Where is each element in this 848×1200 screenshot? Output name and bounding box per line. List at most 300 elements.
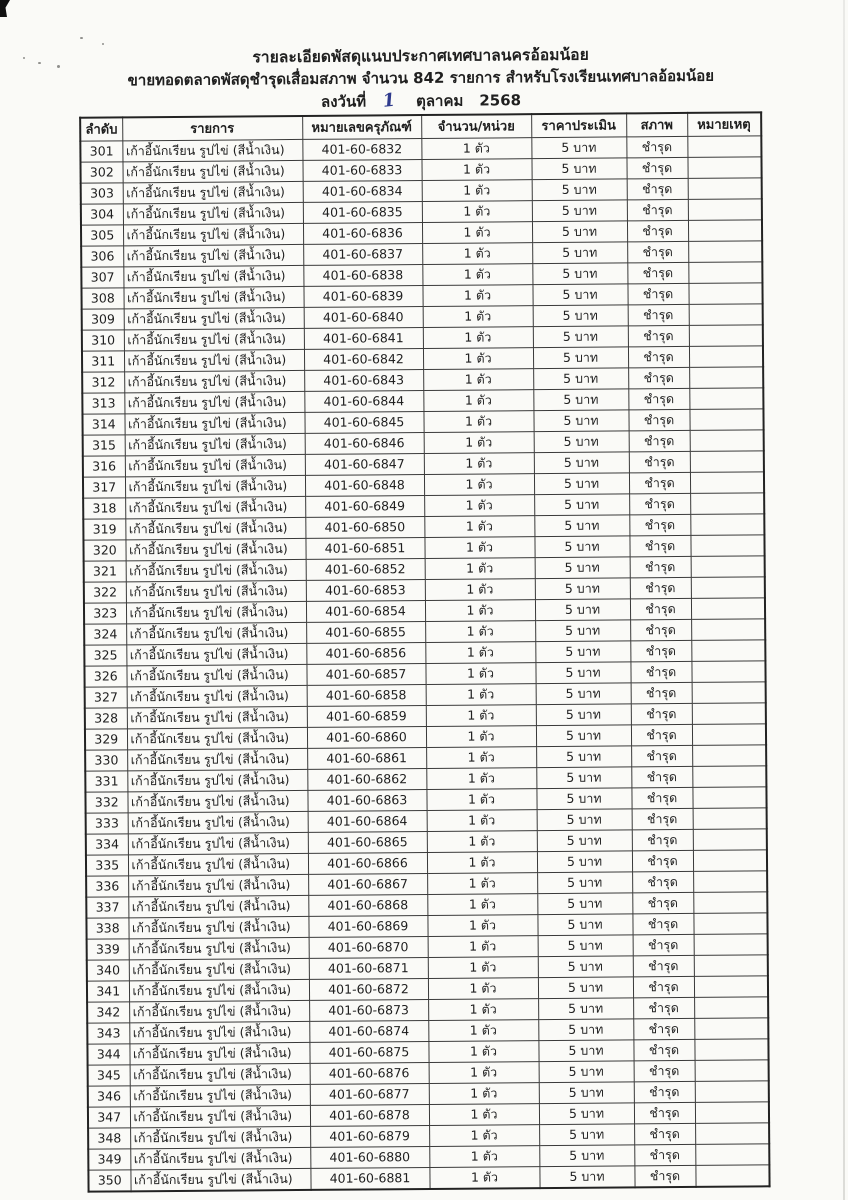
scan-edge-line xyxy=(843,0,845,1200)
cell-asset-number: 401-60-6842 xyxy=(304,348,423,370)
scan-speck xyxy=(102,43,104,45)
cell-item-name: เก้าอี้นักเรียน รูปไข่ (สีน้ำเงิน) xyxy=(127,685,307,707)
header-remark: หมายเหตุ xyxy=(687,112,761,136)
cell-remark xyxy=(691,555,765,577)
cell-item-name: เก้าอี้นักเรียน รูปไข่ (สีน้ำเงิน) xyxy=(128,895,308,917)
cell-item-name: เก้าอี้นักเรียน รูปไข่ (สีน้ำเงิน) xyxy=(125,475,305,497)
cell-sequence-no: 321 xyxy=(84,560,126,581)
cell-remark xyxy=(693,870,767,892)
cell-remark xyxy=(695,1059,769,1081)
cell-condition: ชำรุด xyxy=(632,892,693,913)
cell-quantity: 1 ตัว xyxy=(428,956,538,978)
cell-remark xyxy=(688,177,762,199)
cell-quantity: 1 ตัว xyxy=(427,830,537,852)
cell-remark xyxy=(694,975,768,997)
cell-item-name: เก้าอี้นักเรียน รูปไข่ (สีน้ำเงิน) xyxy=(123,223,303,245)
cell-remark xyxy=(690,450,764,472)
cell-price: 5 บาท xyxy=(532,220,627,242)
cell-item-name: เก้าอี้นักเรียน รูปไข่ (สีน้ำเงิน) xyxy=(126,664,306,686)
cell-condition: ชำรุด xyxy=(633,955,694,976)
cell-condition: ชำรุด xyxy=(629,493,690,514)
cell-price: 5 บาท xyxy=(539,1123,634,1145)
cell-item-name: เก้าอี้นักเรียน รูปไข่ (สีน้ำเงิน) xyxy=(124,349,304,371)
cell-quantity: 1 ตัว xyxy=(425,599,535,621)
cell-price: 5 บาท xyxy=(532,283,627,305)
cell-condition: ชำรุด xyxy=(631,787,692,808)
cell-sequence-no: 317 xyxy=(83,476,125,497)
cell-sequence-no: 309 xyxy=(82,308,124,329)
cell-item-name: เก้าอี้นักเรียน รูปไข่ (สีน้ำเงิน) xyxy=(124,370,304,392)
cell-quantity: 1 ตัว xyxy=(426,704,536,726)
cell-price: 5 บาท xyxy=(539,1060,634,1082)
cell-quantity: 1 ตัว xyxy=(428,935,538,957)
cell-price: 5 บาท xyxy=(536,745,631,767)
cell-sequence-no: 313 xyxy=(82,392,124,413)
cell-price: 5 บาท xyxy=(533,346,628,368)
cell-condition: ชำรุด xyxy=(631,745,692,766)
cell-condition: ชำรุด xyxy=(634,1123,695,1144)
cell-quantity: 1 ตัว xyxy=(422,200,532,222)
cell-remark xyxy=(692,702,766,724)
cell-remark xyxy=(690,492,764,514)
cell-asset-number: 401-60-6843 xyxy=(304,369,423,391)
cell-quantity: 1 ตัว xyxy=(424,536,534,558)
cell-item-name: เก้าอี้นักเรียน รูปไข่ (สีน้ำเงิน) xyxy=(130,1126,310,1148)
cell-price: 5 บาท xyxy=(534,472,629,494)
cell-asset-number: 401-60-6835 xyxy=(303,201,422,223)
cell-asset-number: 401-60-6850 xyxy=(305,516,424,538)
cell-asset-number: 401-60-6838 xyxy=(303,264,422,286)
cell-condition: ชำรุด xyxy=(633,1018,694,1039)
cell-sequence-no: 308 xyxy=(81,287,123,308)
cell-quantity: 1 ตัว xyxy=(423,389,533,411)
cell-item-name: เก้าอี้นักเรียน รูปไข่ (สีน้ำเงิน) xyxy=(130,1147,310,1169)
cell-condition: ชำรุด xyxy=(634,1081,695,1102)
cell-asset-number: 401-60-6875 xyxy=(309,1041,428,1063)
cell-item-name: เก้าอี้นักเรียน รูปไข่ (สีน้ำเงิน) xyxy=(125,538,305,560)
cell-asset-number: 401-60-6848 xyxy=(305,474,424,496)
cell-quantity: 1 ตัว xyxy=(425,620,535,642)
cell-remark xyxy=(691,597,765,619)
asset-list-table xyxy=(79,111,770,1192)
cell-item-name: เก้าอี้นักเรียน รูปไข่ (สีน้ำเงิน) xyxy=(130,1063,310,1085)
cell-quantity: 1 ตัว xyxy=(421,158,531,180)
cell-remark xyxy=(691,660,765,682)
cell-sequence-no: 327 xyxy=(85,686,127,707)
scan-speck xyxy=(80,37,83,39)
cell-quantity: 1 ตัว xyxy=(425,557,535,579)
header-quantity-unit: จำนวน/หน่วย xyxy=(421,114,531,138)
cell-condition: ชำรุด xyxy=(632,808,693,829)
cell-asset-number: 401-60-6880 xyxy=(310,1146,429,1168)
cell-asset-number: 401-60-6847 xyxy=(305,453,424,475)
cell-item-name: เก้าอี้นักเรียน รูปไข่ (สีน้ำเงิน) xyxy=(126,580,306,602)
cell-item-name: เก้าอี้นักเรียน รูปไข่ (สีน้ำเงิน) xyxy=(130,1105,310,1127)
cell-quantity: 1 ตัว xyxy=(424,494,534,516)
date-month-label: ตุลาคม xyxy=(415,91,464,111)
cell-quantity: 1 ตัว xyxy=(425,641,535,663)
cell-condition: ชำรุด xyxy=(627,283,688,304)
cell-condition: ชำรุด xyxy=(630,598,691,619)
cell-sequence-no: 315 xyxy=(83,434,125,455)
cell-item-name: เก้าอี้นักเรียน รูปไข่ (สีน้ำเงิน) xyxy=(123,286,303,308)
cell-price: 5 บาท xyxy=(533,367,628,389)
cell-condition: ชำรุด xyxy=(633,1039,694,1060)
cell-remark xyxy=(689,345,763,367)
cell-condition: ชำรุด xyxy=(632,913,693,934)
cell-quantity: 1 ตัว xyxy=(423,326,533,348)
cell-sequence-no: 340 xyxy=(87,959,129,980)
handwritten-day-number: 1 xyxy=(381,89,397,112)
cell-asset-number: 401-60-6871 xyxy=(309,957,428,979)
cell-quantity: 1 ตัว xyxy=(429,1061,539,1083)
cell-sequence-no: 329 xyxy=(85,728,127,749)
cell-asset-number: 401-60-6864 xyxy=(308,810,427,832)
cell-remark xyxy=(688,240,762,262)
cell-sequence-no: 304 xyxy=(81,203,123,224)
cell-sequence-no: 343 xyxy=(87,1022,129,1043)
cell-item-name: เก้าอี้นักเรียน รูปไข่ (สีน้ำเงิน) xyxy=(124,391,304,413)
cell-quantity: 1 ตัว xyxy=(429,1145,539,1167)
cell-asset-number: 401-60-6865 xyxy=(308,831,427,853)
cell-quantity: 1 ตัว xyxy=(423,347,533,369)
cell-sequence-no: 342 xyxy=(87,1001,129,1022)
cell-sequence-no: 332 xyxy=(85,791,127,812)
cell-item-name: เก้าอี้นักเรียน รูปไข่ (สีน้ำเงิน) xyxy=(127,790,307,812)
cell-asset-number: 401-60-6840 xyxy=(304,306,423,328)
scan-speck xyxy=(38,62,41,64)
cell-quantity: 1 ตัว xyxy=(424,473,534,495)
cell-item-name: เก้าอี้นักเรียน รูปไข่ (สีน้ำเงิน) xyxy=(124,307,304,329)
cell-asset-number: 401-60-6866 xyxy=(308,852,427,874)
cell-item-name: เก้าอี้นักเรียน รูปไข่ (สีน้ำเงิน) xyxy=(130,1168,310,1191)
cell-remark xyxy=(695,1164,769,1186)
cell-remark xyxy=(688,198,762,220)
cell-price: 5 บาท xyxy=(536,766,631,788)
cell-condition: ชำรุด xyxy=(628,388,689,409)
cell-sequence-no: 337 xyxy=(86,896,128,917)
cell-sequence-no: 324 xyxy=(84,623,126,644)
cell-condition: ชำรุด xyxy=(629,472,690,493)
cell-price: 5 บาท xyxy=(534,535,629,557)
cell-sequence-no: 346 xyxy=(88,1085,130,1106)
cell-price: 5 บาท xyxy=(539,1165,634,1187)
cell-condition: ชำรุด xyxy=(627,262,688,283)
cell-asset-number: 401-60-6837 xyxy=(303,243,422,265)
cell-quantity: 1 ตัว xyxy=(424,515,534,537)
cell-asset-number: 401-60-6862 xyxy=(307,768,426,790)
cell-sequence-no: 345 xyxy=(88,1064,130,1085)
cell-price: 5 บาท xyxy=(534,451,629,473)
cell-condition: ชำรุด xyxy=(632,829,693,850)
cell-item-name: เก้าอี้นักเรียน รูปไข่ (สีน้ำเงิน) xyxy=(127,727,307,749)
cell-remark xyxy=(692,765,766,787)
cell-remark xyxy=(693,828,767,850)
cell-condition: ชำรุด xyxy=(628,346,689,367)
cell-quantity: 1 ตัว xyxy=(422,242,532,264)
cell-condition: ชำรุด xyxy=(631,682,692,703)
cell-quantity: 1 ตัว xyxy=(426,767,536,789)
cell-item-name: เก้าอี้นักเรียน รูปไข่ (สีน้ำเงิน) xyxy=(128,874,308,896)
cell-price: 5 บาท xyxy=(537,808,632,830)
cell-asset-number: 401-60-6846 xyxy=(305,432,424,454)
cell-asset-number: 401-60-6832 xyxy=(302,138,421,160)
cell-condition: ชำรุด xyxy=(633,976,694,997)
cell-quantity: 1 ตัว xyxy=(427,914,537,936)
cell-item-name: เก้าอี้นักเรียน รูปไข่ (สีน้ำเงิน) xyxy=(125,433,305,455)
cell-remark xyxy=(694,1038,768,1060)
cell-asset-number: 401-60-6881 xyxy=(310,1167,429,1189)
cell-remark xyxy=(693,849,767,871)
cell-quantity: 1 ตัว xyxy=(428,1019,538,1041)
cell-quantity: 1 ตัว xyxy=(423,368,533,390)
cell-asset-number: 401-60-6853 xyxy=(306,579,425,601)
cell-item-name: เก้าอี้นักเรียน รูปไข่ (สีน้ำเงิน) xyxy=(125,517,305,539)
cell-remark xyxy=(693,891,767,913)
scan-speck xyxy=(23,57,25,59)
cell-price: 5 บาท xyxy=(532,262,627,284)
cell-price: 5 บาท xyxy=(534,493,629,515)
cell-item-name: เก้าอี้นักเรียน รูปไข่ (สีน้ำเงิน) xyxy=(123,181,303,203)
cell-condition: ชำรุด xyxy=(630,640,691,661)
cell-sequence-no: 326 xyxy=(84,665,126,686)
cell-sequence-no: 339 xyxy=(87,938,129,959)
cell-asset-number: 401-60-6869 xyxy=(308,915,427,937)
cell-price: 5 บาท xyxy=(536,682,631,704)
cell-condition: ชำรุด xyxy=(632,871,693,892)
cell-condition: ชำรุด xyxy=(628,367,689,388)
cell-price: 5 บาท xyxy=(538,955,633,977)
cell-asset-number: 401-60-6851 xyxy=(305,537,424,559)
cell-price: 5 บาท xyxy=(531,157,626,179)
cell-price: 5 บาท xyxy=(535,640,630,662)
cell-price: 5 บาท xyxy=(537,829,632,851)
cell-sequence-no: 331 xyxy=(85,770,127,791)
cell-remark xyxy=(691,618,765,640)
cell-item-name: เก้าอี้นักเรียน รูปไข่ (สีน้ำเงิน) xyxy=(128,811,308,833)
cell-condition: ชำรุด xyxy=(634,1060,695,1081)
cell-quantity: 1 ตัว xyxy=(427,872,537,894)
cell-sequence-no: 350 xyxy=(88,1169,130,1191)
cell-item-name: เก้าอี้นักเรียน รูปไข่ (สีน้ำเงิน) xyxy=(128,916,308,938)
cell-condition: ชำรุด xyxy=(632,850,693,871)
cell-asset-number: 401-60-6867 xyxy=(308,873,427,895)
cell-condition: ชำรุด xyxy=(630,577,691,598)
cell-item-name: เก้าอี้นักเรียน รูปไข่ (สีน้ำเงิน) xyxy=(129,1042,309,1064)
cell-asset-number: 401-60-6859 xyxy=(307,705,426,727)
cell-quantity: 1 ตัว xyxy=(429,1124,539,1146)
cell-item-name: เก้าอี้นักเรียน รูปไข่ (สีน้ำเงิน) xyxy=(124,328,304,350)
cell-remark xyxy=(690,471,764,493)
cell-price: 5 บาท xyxy=(537,913,632,935)
cell-condition: ชำรุด xyxy=(629,535,690,556)
cell-asset-number: 401-60-6833 xyxy=(302,159,421,181)
cell-sequence-no: 314 xyxy=(82,413,124,434)
cell-price: 5 บาท xyxy=(537,871,632,893)
cell-quantity: 1 ตัว xyxy=(426,683,536,705)
cell-sequence-no: 305 xyxy=(81,224,123,245)
cell-price: 5 บาท xyxy=(532,241,627,263)
cell-item-name: เก้าอี้นักเรียน รูปไข่ (สีน้ำเงิน) xyxy=(123,265,303,287)
cell-remark xyxy=(689,324,763,346)
cell-price: 5 บาท xyxy=(532,199,627,221)
cell-sequence-no: 328 xyxy=(85,707,127,728)
cell-remark xyxy=(694,933,768,955)
cell-sequence-no: 302 xyxy=(80,161,122,182)
cell-quantity: 1 ตัว xyxy=(422,221,532,243)
cell-asset-number: 401-60-6861 xyxy=(307,747,426,769)
cell-sequence-no: 301 xyxy=(80,140,122,161)
cell-condition: ชำรุด xyxy=(630,661,691,682)
cell-asset-number: 401-60-6870 xyxy=(309,936,428,958)
header-condition: สภาพ xyxy=(626,113,687,136)
cell-quantity: 1 ตัว xyxy=(423,410,533,432)
cell-price: 5 บาท xyxy=(536,724,631,746)
cell-sequence-no: 335 xyxy=(86,854,128,875)
cell-sequence-no: 316 xyxy=(83,455,125,476)
cell-quantity: 1 ตัว xyxy=(422,284,532,306)
cell-quantity: 1 ตัว xyxy=(428,977,538,999)
cell-price: 5 บาท xyxy=(539,1102,634,1124)
cell-asset-number: 401-60-6852 xyxy=(306,558,425,580)
cell-quantity: 1 ตัว xyxy=(421,137,531,159)
header-sequence-no: ลำดับ xyxy=(80,117,122,140)
cell-sequence-no: 336 xyxy=(86,875,128,896)
cell-price: 5 บาท xyxy=(533,304,628,326)
header-appraised-price: ราคาประเมิน xyxy=(531,113,626,137)
cell-remark xyxy=(688,261,762,283)
cell-price: 5 บาท xyxy=(535,598,630,620)
cell-item-name: เก้าอี้นักเรียน รูปไข่ (สีน้ำเงิน) xyxy=(129,958,309,980)
cell-condition: ชำรุด xyxy=(627,199,688,220)
cell-item-name: เก้าอี้นักเรียน รูปไข่ (สีน้ำเงิน) xyxy=(124,412,304,434)
cell-quantity: 1 ตัว xyxy=(427,809,537,831)
cell-asset-number: 401-60-6839 xyxy=(303,285,422,307)
cell-condition: ชำรุด xyxy=(626,136,687,157)
cell-quantity: 1 ตัว xyxy=(429,1166,539,1188)
cell-remark xyxy=(694,996,768,1018)
cell-sequence-no: 349 xyxy=(88,1148,130,1169)
cell-condition: ชำรุด xyxy=(630,556,691,577)
cell-asset-number: 401-60-6879 xyxy=(310,1125,429,1147)
cell-remark xyxy=(695,1143,769,1165)
cell-price: 5 บาท xyxy=(534,430,629,452)
cell-price: 5 บาท xyxy=(538,997,633,1019)
cell-item-name: เก้าอี้นักเรียน รูปไข่ (สีน้ำเงิน) xyxy=(122,139,302,161)
cell-remark xyxy=(694,954,768,976)
cell-asset-number: 401-60-6849 xyxy=(305,495,424,517)
cell-quantity: 1 ตัว xyxy=(426,788,536,810)
cell-remark xyxy=(689,387,763,409)
cell-condition: ชำรุด xyxy=(627,241,688,262)
cell-sequence-no: 312 xyxy=(82,371,124,392)
scan-speck xyxy=(57,65,60,68)
cell-sequence-no: 333 xyxy=(86,812,128,833)
cell-item-name: เก้าอี้นักเรียน รูปไข่ (สีน้ำเงิน) xyxy=(129,1000,309,1022)
cell-remark xyxy=(687,156,761,178)
cell-condition: ชำรุด xyxy=(629,451,690,472)
cell-item-name: เก้าอี้นักเรียน รูปไข่ (สีน้ำเงิน) xyxy=(127,706,307,728)
cell-item-name: เก้าอี้นักเรียน รูปไข่ (สีน้ำเงิน) xyxy=(127,769,307,791)
cell-condition: ชำรุด xyxy=(634,1144,695,1165)
cell-price: 5 บาท xyxy=(533,388,628,410)
date-year-label: 2568 xyxy=(479,91,522,110)
cell-quantity: 1 ตัว xyxy=(424,452,534,474)
cell-asset-number: 401-60-6845 xyxy=(304,411,423,433)
cell-asset-number: 401-60-6857 xyxy=(306,663,425,685)
cell-quantity: 1 ตัว xyxy=(422,179,532,201)
cell-asset-number: 401-60-6878 xyxy=(310,1104,429,1126)
cell-sequence-no: 341 xyxy=(87,980,129,1001)
cell-price: 5 บาท xyxy=(535,661,630,683)
cell-price: 5 บาท xyxy=(538,976,633,998)
cell-remark xyxy=(688,219,762,241)
cell-quantity: 1 ตัว xyxy=(429,1082,539,1104)
cell-condition: ชำรุด xyxy=(634,1165,695,1187)
cell-condition: ชำรุด xyxy=(633,997,694,1018)
cell-remark xyxy=(689,366,763,388)
cell-item-name: เก้าอี้นักเรียน รูปไข่ (สีน้ำเงิน) xyxy=(126,601,306,623)
cell-remark xyxy=(692,744,766,766)
cell-sequence-no: 325 xyxy=(84,644,126,665)
cell-item-name: เก้าอี้นักเรียน รูปไข่ (สีน้ำเงิน) xyxy=(129,937,309,959)
cell-sequence-no: 310 xyxy=(82,329,124,350)
cell-asset-number: 401-60-6856 xyxy=(306,642,425,664)
cell-asset-number: 401-60-6834 xyxy=(303,180,422,202)
cell-condition: ชำรุด xyxy=(627,220,688,241)
cell-sequence-no: 347 xyxy=(88,1106,130,1127)
cell-remark xyxy=(689,303,763,325)
cell-quantity: 1 ตัว xyxy=(428,998,538,1020)
cell-sequence-no: 344 xyxy=(87,1043,129,1064)
cell-remark xyxy=(695,1122,769,1144)
cell-sequence-no: 307 xyxy=(81,266,123,287)
cell-quantity: 1 ตัว xyxy=(422,263,532,285)
cell-remark xyxy=(687,135,761,157)
cell-price: 5 บาท xyxy=(535,619,630,641)
header-asset-number: หมายเลขครุภัณฑ์ xyxy=(302,115,421,139)
cell-price: 5 บาท xyxy=(533,325,628,347)
asset-table-body xyxy=(80,135,769,1191)
cell-asset-number: 401-60-6860 xyxy=(307,726,426,748)
cell-item-name: เก้าอี้นักเรียน รูปไข่ (สีน้ำเงิน) xyxy=(127,748,307,770)
cell-asset-number: 401-60-6872 xyxy=(309,978,428,1000)
cell-price: 5 บาท xyxy=(535,556,630,578)
cell-asset-number: 401-60-6844 xyxy=(304,390,423,412)
cell-remark xyxy=(688,282,762,304)
cell-remark xyxy=(689,408,763,430)
cell-asset-number: 401-60-6841 xyxy=(304,327,423,349)
cell-sequence-no: 311 xyxy=(82,350,124,371)
cell-remark xyxy=(694,1017,768,1039)
cell-condition: ชำรุด xyxy=(626,157,687,178)
cell-remark xyxy=(690,534,764,556)
cell-quantity: 1 ตัว xyxy=(427,893,537,915)
cell-item-name: เก้าอี้นักเรียน รูปไข่ (สีน้ำเงิน) xyxy=(126,559,306,581)
cell-remark xyxy=(693,807,767,829)
document-subtitle: ขายทอดตลาดพัสดุชำรุดเสื่อมสภาพ จำนวน 842 รายการ สำหรับโรงเรียนเทศบาลอ้อมน้อย xyxy=(127,66,715,90)
cell-condition: ชำรุด xyxy=(630,619,691,640)
cell-item-name: เก้าอี้นักเรียน รูปไข่ (สีน้ำเงิน) xyxy=(123,202,303,224)
cell-asset-number: 401-60-6874 xyxy=(309,1020,428,1042)
cell-price: 5 บาท xyxy=(538,934,633,956)
cell-item-name: เก้าอี้นักเรียน รูปไข่ (สีน้ำเงิน) xyxy=(126,643,306,665)
cell-asset-number: 401-60-6858 xyxy=(307,684,426,706)
cell-price: 5 บาท xyxy=(532,178,627,200)
cell-quantity: 1 ตัว xyxy=(425,662,535,684)
cell-item-name: เก้าอี้นักเรียน รูปไข่ (สีน้ำเงิน) xyxy=(130,1084,310,1106)
cell-condition: ชำรุด xyxy=(631,703,692,724)
